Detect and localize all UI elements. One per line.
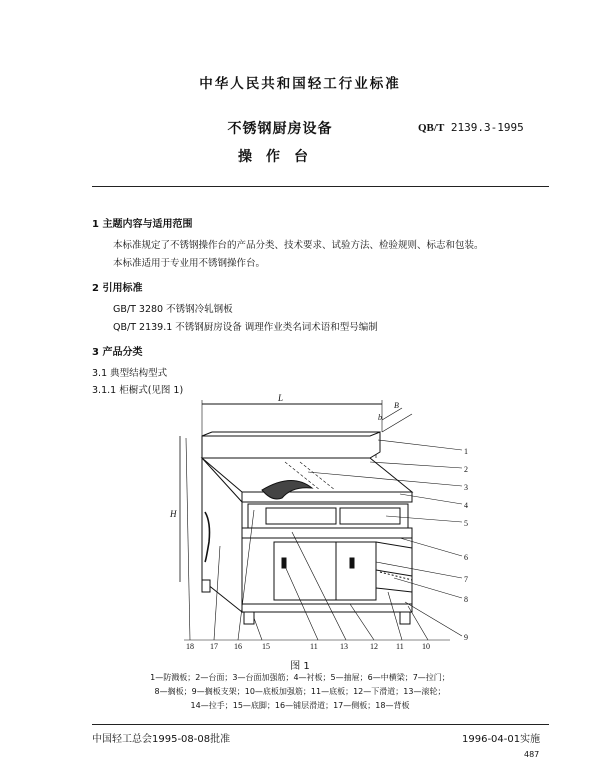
reference-1: GB/T 3280 不锈钢冷轧钢板 <box>113 304 233 315</box>
section-1-paragraph-1: 本标准规定了不锈钢操作台的产品分类、技术要求、试验方法、检验规则、标志和包装。 <box>113 240 484 251</box>
figure-label: 图 1 <box>290 661 310 672</box>
footer-rule <box>92 724 549 725</box>
cabinet-front <box>242 528 412 612</box>
callout-3: 3 <box>464 483 468 492</box>
callout-1: 1 <box>464 447 468 456</box>
callout-6: 6 <box>464 553 468 562</box>
callout-13: 13 <box>340 642 348 650</box>
callout-12: 12 <box>370 642 378 650</box>
section-1-paragraph-2: 本标准适用于专业用不锈钢操作台。 <box>113 258 266 269</box>
dimension-label-b: b <box>378 413 382 422</box>
callout-10: 10 <box>422 642 430 650</box>
foot-left <box>244 612 254 624</box>
workbench-figure <box>150 392 480 650</box>
callout-17: 17 <box>210 642 218 650</box>
callout-5: 5 <box>464 519 468 528</box>
dimension-label-B: B <box>394 401 399 410</box>
callout-16: 16 <box>234 642 242 650</box>
backsplash-edge <box>202 432 212 436</box>
implementation-date: 1996-04-01实施 <box>462 734 541 745</box>
dimension-line-B <box>382 408 402 420</box>
dimension-line-b <box>382 414 412 432</box>
figure-legend-line-1: 1—防溅板；2—台面；3—台面加强筋；4—衬板；5—抽屉；6—中横梁；7—拉门； <box>150 673 450 682</box>
callout-11a: 11 <box>310 642 318 650</box>
dimension-label-L: L <box>278 393 284 403</box>
callout-9: 9 <box>464 633 468 642</box>
callout-8: 8 <box>464 595 468 604</box>
callout-4: 4 <box>464 501 468 510</box>
section-3-1: 3.1 典型结构型式 <box>92 368 168 379</box>
backsplash <box>202 432 380 458</box>
callout-15: 15 <box>262 642 270 650</box>
callout-7: 7 <box>464 575 468 584</box>
door-handle-icon <box>350 558 354 568</box>
foot-right <box>400 612 410 624</box>
standard-prefix: QB/T <box>418 122 445 134</box>
standard-code: 2139.3-1995 <box>450 121 524 134</box>
figure-legend-line-3: 14—拉手；15—底脚；16—铺层滑道；17—侧板；18—背板 <box>190 701 410 710</box>
document-subtitle: 操作台 <box>238 149 322 165</box>
section-3-1-1: 3.1.1 柜橱式(见图 1) <box>92 385 184 396</box>
page-number: 487 <box>524 750 540 759</box>
section-3-title: 3 产品分类 <box>92 347 143 358</box>
section-2-title: 2 引用标准 <box>92 283 143 294</box>
header-rule <box>92 186 549 187</box>
reference-2: QB/T 2139.1 不锈钢厨房设备 调理作业类名词术语和型号编制 <box>113 322 378 333</box>
document-title: 不锈钢厨房设备 <box>227 121 333 137</box>
figure-legend-line-2: 8—搁板；9—搁板支架；10—底板加强筋；11—底板；12—下滑道；13—滚轮； <box>154 687 446 696</box>
callout-2: 2 <box>464 465 468 474</box>
callout-11b: 11 <box>396 642 404 650</box>
standard-organization: 中华人民共和国轻工行业标准 <box>199 76 401 92</box>
callout-18: 18 <box>186 642 194 650</box>
dimension-label-H: H <box>170 509 177 519</box>
foot-back <box>202 580 210 592</box>
approval-date: 中国轻工总会1995-08-08批准 <box>92 734 231 745</box>
section-1-title: 1 主题内容与适用范围 <box>92 219 193 230</box>
standard-number <box>418 121 524 134</box>
